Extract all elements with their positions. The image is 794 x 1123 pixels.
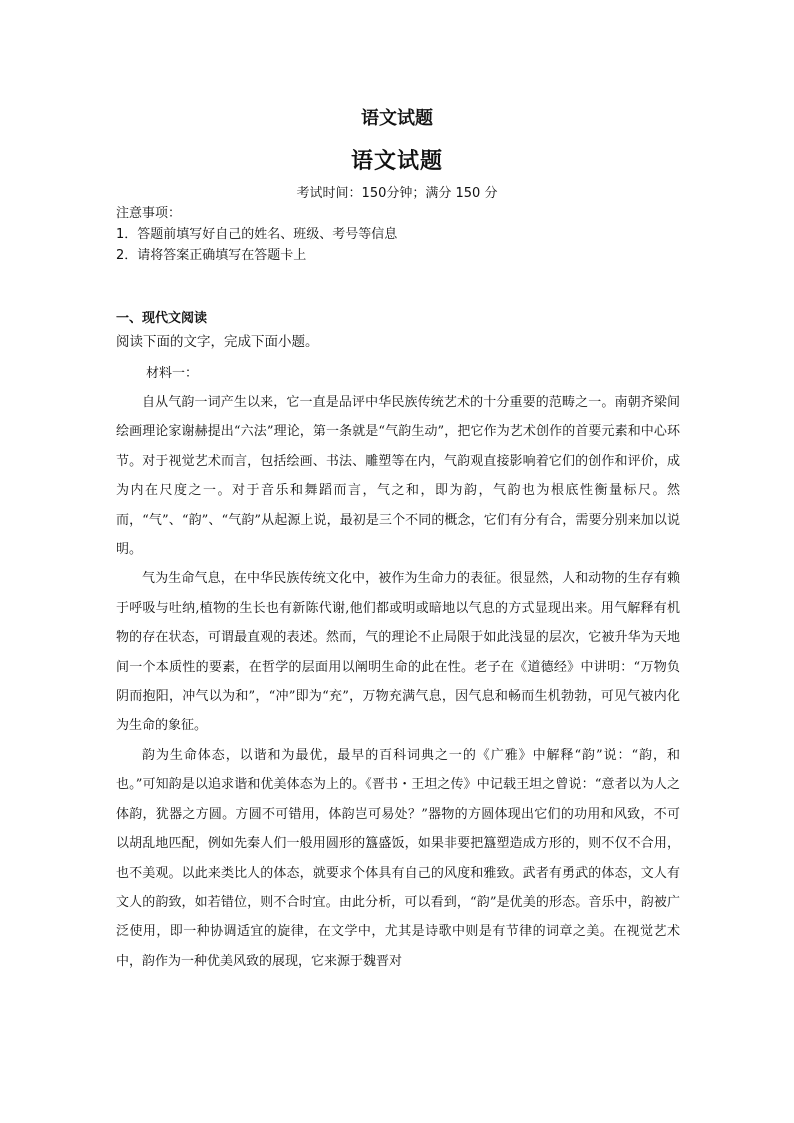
reading-passage <box>116 388 680 976</box>
passage-paragraph: 韵为生命体态，以谐和为最优，最早的百科词典之一的《广雅》中解释“韵”说：“韵，和也。”可知韵是以追求谐和优美体态为上的。《晋书・王坦之传》中记载王坦之曾说：“意者以为人之体韵，犹器之方圆。方圆不可错用，体韵岂可易处？”器物的方圆体现出它们的功用和风致，不可以胡乱地匹配，例如先秦人们一般用圆形的簋盛饭，如果非要把簋塑造成方形的，则不仅不合用，也不美观。以此来类比人的体态，就要求个体具有自己的风度和雅致。武者有勇武的体态，文人有文人的韵致，如若错位，则不合时宜。由此分析，可以看到，“韵”是优美的形态。音乐中，韵被广泛使用，即一种协调适宜的旋律，在文学中，尤其是诗歌中则是有节律的词章之美。在视觉艺术中，韵作为一种优美风致的展现，它来源于魏晋对 <box>116 747 680 969</box>
material-label: 材料一： <box>146 366 199 381</box>
notes-title: 注意事项： <box>116 206 182 221</box>
note-item: 1．答题前填写好自己的姓名、班级、考号等信息 <box>116 227 398 242</box>
note-item: 2．请将答案正确填写在答题卡上 <box>116 248 307 263</box>
section-heading: 一、现代文阅读 <box>116 311 208 326</box>
reading-instruction: 阅读下面的文字，完成下面小题。 <box>116 334 319 350</box>
main-title: 语文试题 <box>350 149 443 174</box>
exam-info: 考试时间：150分钟；满分 150 分 <box>296 186 498 201</box>
header-title: 语文试题 <box>361 108 433 129</box>
notes-block <box>116 203 696 266</box>
passage-paragraph: 气为生命气息，在中华民族传统文化中，被作为生命力的表征。很显然，人和动物的生存有赖于呼吸与吐纳,植物的生长也有新陈代谢,他们都或明或暗地以气息的方式显现出来。用气解释有机物的存在状态，可谓最直观的表述。然而，气的理论不止局限于如此浅显的层次，它被升华为天地间一个本质性的要素，在哲学的层面用以阐明生命的此在性。老子在《道德经》中讲明：“万物负阴而抱阳，冲气以为和”，“冲”即为“充”，万物充满气息，因气息和畅而生机勃勃，可见气被内化为生命的象征。 <box>116 571 680 734</box>
passage-paragraph: 自从气韵一词产生以来，它一直是品评中华民族传统艺术的十分重要的范畴之一。南朝齐梁间绘画理论家谢赫提出“六法”理论，第一条就是“气韵生动”，把它作为艺术创作的首要元素和中心环节。对于视觉艺术而言，包括绘画、书法、雕塑等在内，气韵观直接影响着它们的创作和评价，成为内在尺度之一。对于音乐和舞蹈而言，气之和，即为韵，气韵也为根底性衡量标尺。然而，“气”、“韵”、“气韵”从起源上说，最初是三个不同的概念，它们有分有合，需要分别来加以说明。 <box>116 395 680 558</box>
